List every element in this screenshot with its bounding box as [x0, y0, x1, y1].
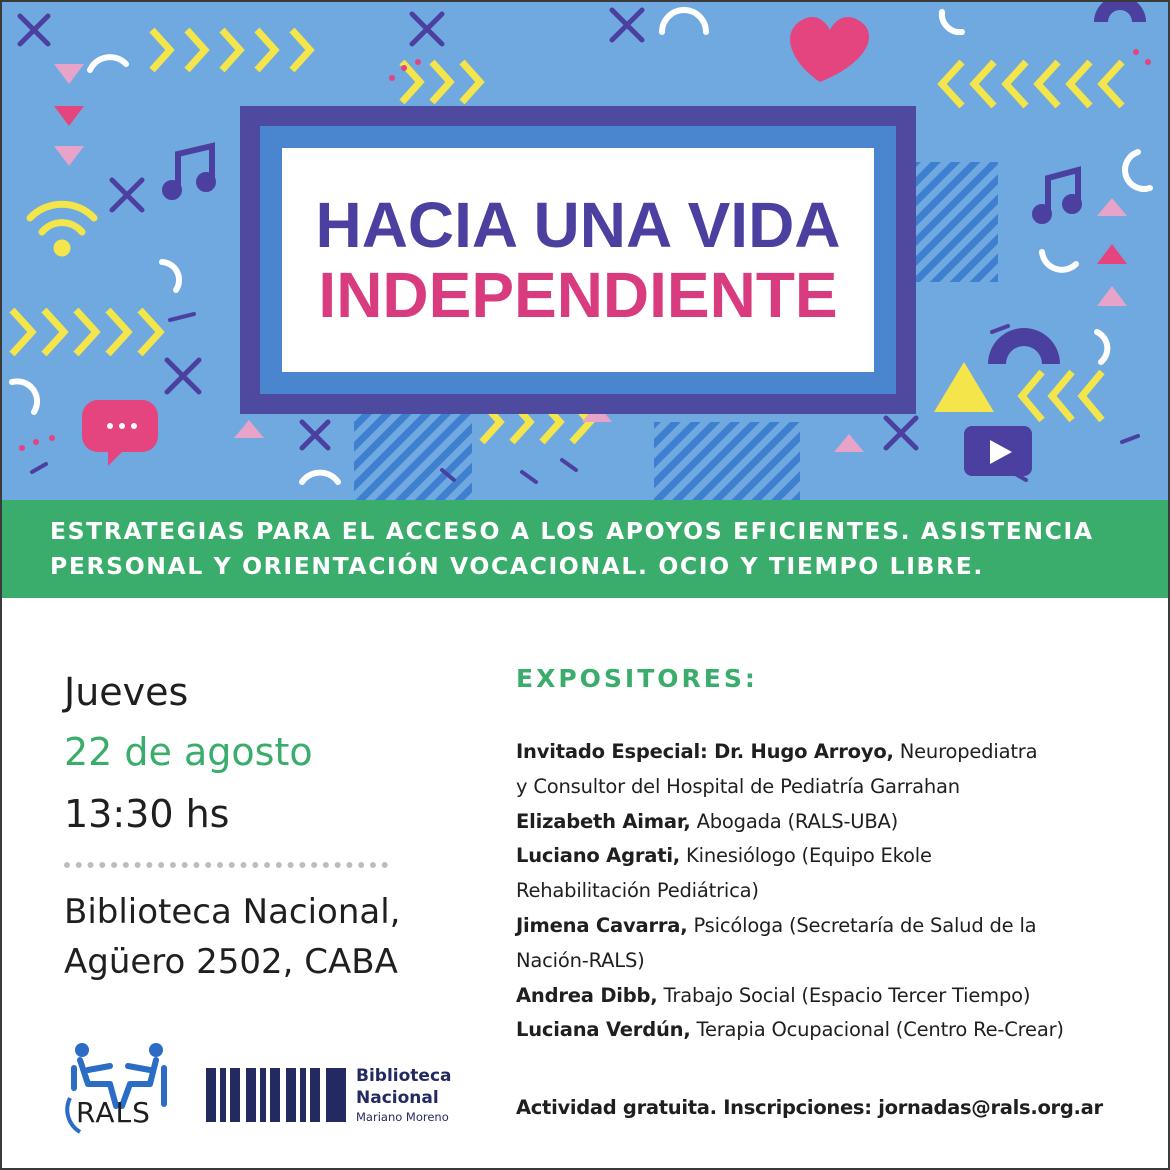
biblioteca-nacional-logo-icon	[206, 1068, 346, 1122]
bn-logo-line-3: Mariano Moreno	[356, 1110, 449, 1124]
heart-icon	[790, 17, 869, 82]
event-date: 22 de agosto	[64, 730, 313, 774]
title-line-1: HACIA UNA VIDA	[315, 189, 841, 261]
wifi-icon	[30, 204, 94, 253]
title-line-2: INDEPENDIENTE	[318, 259, 838, 331]
bn-logo-line-1: Biblioteca	[356, 1066, 452, 1086]
speakers-list	[516, 735, 1156, 1048]
speaker-line	[516, 735, 1156, 770]
speaker-role: Neuropediatra	[893, 740, 1038, 763]
speaker-role: Abogada (RALS-UBA)	[690, 809, 899, 833]
speaker-role: y Consultor del Hospital de Pediatría Garrahan	[516, 774, 960, 798]
speaker-line	[516, 979, 1156, 1014]
speaker-line	[516, 909, 1156, 944]
bn-logo-line-2: Nacional	[356, 1088, 439, 1108]
speaker-name: Invitado Especial: Dr. Hugo Arroyo,	[516, 740, 894, 763]
chevron-pattern-top	[152, 30, 310, 70]
registration-info: Actividad gratuita. Inscripciones: jornadas@rals.org.ar	[516, 1096, 1103, 1119]
speaker-line	[516, 1013, 1156, 1048]
subtitle-line-2: PERSONAL Y ORIENTACIÓN VOCACIONAL. OCIO Y TIEMPO LIBRE.	[50, 552, 984, 580]
speakers-heading: EXPOSITORES:	[516, 664, 758, 693]
speaker-line	[516, 839, 1156, 874]
speaker-role: Trabajo Social (Espacio Tercer Tiempo)	[657, 983, 1031, 1007]
speaker-role: Rehabilitación Pediátrica)	[516, 879, 759, 903]
speaker-name: Andrea Dibb,	[516, 983, 658, 1007]
speaker-role: Psicóloga (Secretaría de Salud de la	[687, 913, 1037, 937]
speaker-role: Nación-RALS)	[516, 948, 645, 972]
striped-square	[354, 412, 472, 500]
subtitle-line-1: ESTRATEGIAS PARA EL ACCESO A LOS APOYOS EFICIENTES. ASISTENCIA	[50, 517, 1094, 545]
event-day: Jueves	[64, 670, 189, 714]
decorative-banner	[2, 2, 1168, 500]
speaker-line	[516, 874, 1156, 909]
play-button-icon	[964, 426, 1032, 476]
speaker-role: Kinesiólogo (Equipo Ekole	[680, 844, 932, 868]
speaker-name: Jimena Cavarra,	[516, 913, 688, 937]
rals-logo-text: RALS	[76, 1096, 151, 1129]
event-time: 13:30 hs	[64, 792, 230, 836]
speaker-name: Elizabeth Aimar,	[516, 809, 691, 833]
chevron-pattern-left	[12, 310, 160, 354]
venue-line-2: Agüero 2502, CABA	[64, 942, 398, 982]
speaker-line	[516, 770, 1156, 805]
speaker-role: Terapia Ocupacional (Centro Re-Crear)	[690, 1018, 1064, 1042]
venue-line-1: Biblioteca Nacional,	[64, 892, 401, 932]
speaker-line	[516, 944, 1156, 979]
subtitle-band	[2, 500, 1168, 598]
title-box	[282, 148, 874, 372]
dotted-divider	[64, 862, 388, 868]
speaker-name: Luciano Agrati,	[516, 844, 681, 868]
speech-bubble-icon	[82, 400, 158, 466]
speaker-line	[516, 805, 1156, 840]
speaker-name: Luciana Verdún,	[516, 1018, 691, 1042]
striped-square	[654, 422, 800, 500]
striped-square	[914, 162, 998, 282]
dotted-arch	[988, 2, 1146, 364]
